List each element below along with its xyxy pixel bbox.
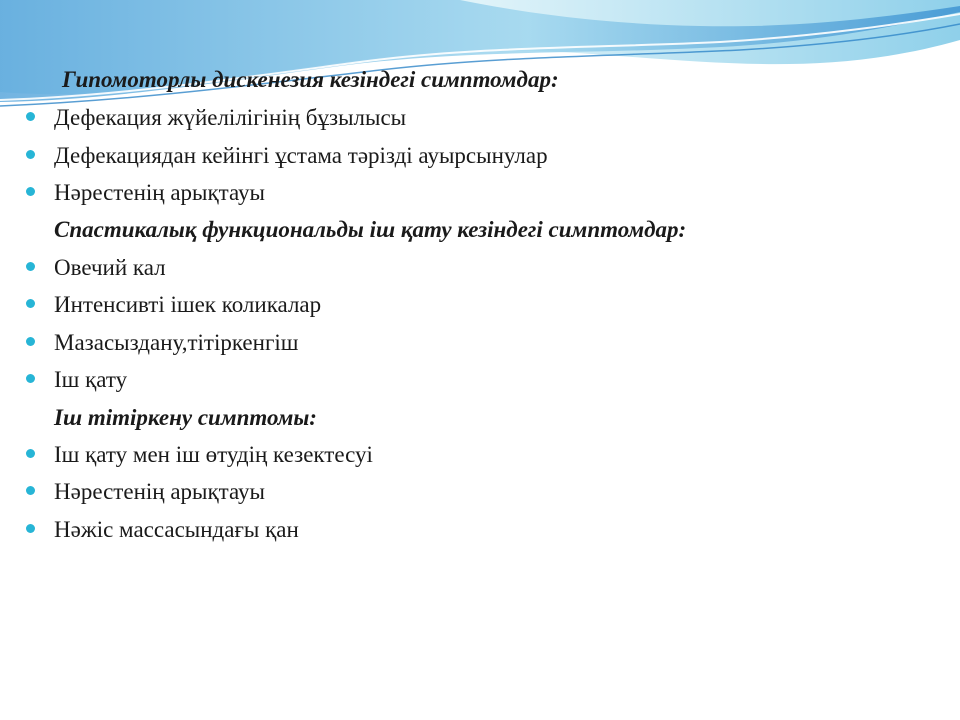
list-item [0, 250, 940, 286]
list-item [0, 325, 940, 361]
bullet-icon [26, 299, 35, 308]
list-item-text: Дефекациядан кейінгі ұстама тәрізді ауырсынулар [54, 143, 548, 168]
bullet-icon [26, 262, 35, 271]
list-item-text: Мазасыздану,тітіркенгіш [54, 330, 299, 355]
bullet-icon [26, 449, 35, 458]
section-heading-irritation: Іш тітіркену симптомы: [54, 405, 317, 430]
list-item [0, 100, 940, 136]
list-item [0, 474, 940, 510]
list-item-text: Нәрестенің арықтауы [54, 180, 265, 205]
list-item-text: Интенсивті ішек коликалар [54, 292, 322, 317]
section-heading-spastic: Спастикалық функциональды іш қату кезіндегі симптомдар: [54, 217, 687, 242]
list-item-text: Іш қату мен іш өтудің кезектесуі [54, 442, 373, 467]
list-item-text: Іш қату [54, 367, 128, 392]
list-item [0, 287, 940, 323]
bullet-icon [26, 374, 35, 383]
bullet-icon [26, 150, 35, 159]
section-heading-hypomotor: Гипомоторлы дискенезия кезіндегі симптомдар: [62, 67, 559, 92]
list-item [0, 138, 940, 174]
bullet-icon [26, 187, 35, 196]
list-item-text: Овечий кал [54, 255, 166, 280]
list-item-text: Нәрестенің арықтауы [54, 479, 265, 504]
list-item [0, 175, 940, 211]
bullet-icon [26, 112, 35, 121]
list-item-text: Нәжіс массасындағы қан [54, 517, 299, 542]
list-item [0, 437, 940, 473]
bullet-icon [26, 337, 35, 346]
bullet-icon [26, 486, 35, 495]
list-item-text: Дефекация жүйелілігінің бұзылысы [54, 105, 407, 130]
bullet-icon [26, 524, 35, 533]
list-item [0, 362, 940, 398]
list-item [0, 512, 940, 548]
